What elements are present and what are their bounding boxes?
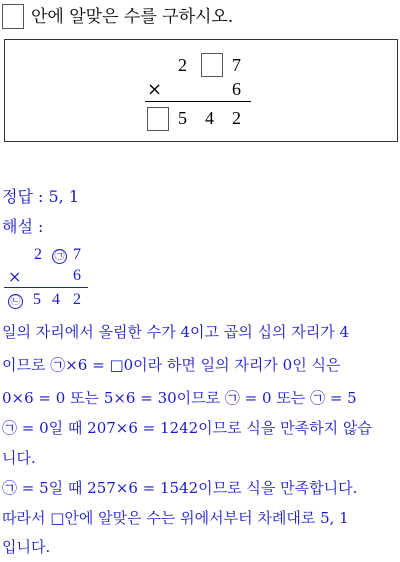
question-text: 안에 알맞은 수를 구하시오. xyxy=(31,7,234,27)
solution-result-digit1: 5 xyxy=(33,291,41,308)
problem-result-digit1: 5 xyxy=(178,108,187,128)
solution-line-1: 일의 자리에서 올림한 수가 4이고 곱의 십의 자리가 4 xyxy=(2,323,350,341)
problem-row1-digit2: 7 xyxy=(232,55,241,75)
problem-rule xyxy=(145,101,251,102)
problem-result-digit2: 4 xyxy=(205,108,214,128)
solution-line-2: 이므로 ㉠×6 = □0이라 하면 일의 자리가 0인 식은 xyxy=(2,356,341,374)
solution-operator: × xyxy=(8,267,22,286)
solution-line-3: 0×6 = 0 또는 5×6 = 30이므로 ㉠ = 0 또는 ㉠ = 5 xyxy=(2,389,357,407)
blank-box-icon xyxy=(2,4,24,29)
solution-line-8: 입니다. xyxy=(2,538,51,556)
solution-line-6: ㉠ = 5일 때 257×6 = 1542이므로 식을 만족합니다. xyxy=(2,479,358,497)
problem-operator: × xyxy=(147,79,163,100)
solution-line-4: ㉠ = 0일 때 207×6 = 1242이므로 식을 만족하지 않습 xyxy=(2,419,372,437)
answer-label: 정답 : 5, 1 xyxy=(2,187,80,206)
solution-multiplier: 6 xyxy=(73,267,81,284)
solution-row1-digit2: 7 xyxy=(73,246,81,263)
problem-blank-box xyxy=(201,53,223,77)
solution-result-digit3: 2 xyxy=(73,291,81,308)
problem-row1-digit1: 2 xyxy=(178,55,187,75)
solution-row1-digit1: 2 xyxy=(34,246,42,263)
solution-circle-a-icon: ㉠ xyxy=(52,249,67,264)
problem-box xyxy=(4,39,398,142)
solution-rule xyxy=(4,287,88,288)
solution-line-5: 니다. xyxy=(2,449,36,467)
solution-result-digit2: 4 xyxy=(52,291,60,308)
solution-label: 해설 : xyxy=(2,217,44,236)
problem-multiplier: 6 xyxy=(232,79,241,99)
solution-line-7: 따라서 □안에 알맞은 수는 위에서부터 차례대로 5, 1 xyxy=(2,509,349,527)
problem-result-digit3: 2 xyxy=(232,108,241,128)
problem-result-blank-box xyxy=(147,107,169,131)
solution-circle-b-icon: ㉡ xyxy=(8,294,23,309)
